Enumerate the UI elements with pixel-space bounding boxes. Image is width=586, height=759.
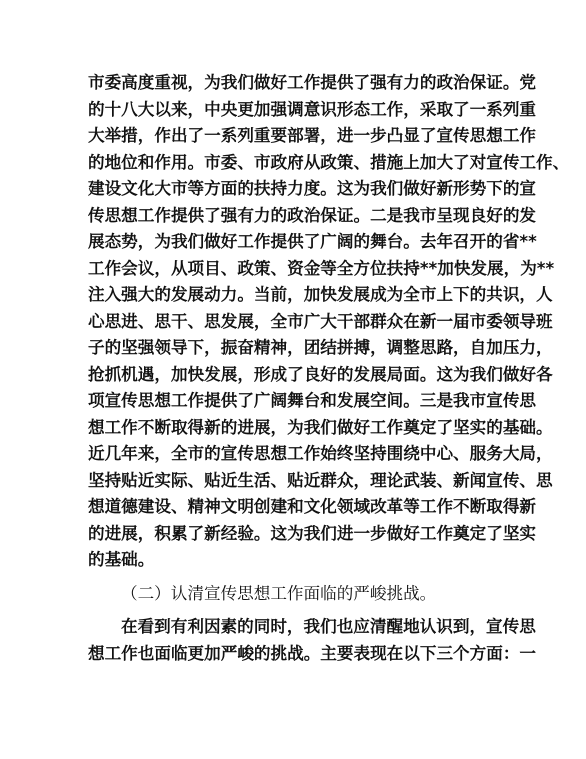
text-line: 大举措，作出了一系列重要部署，进一步凸显了宣传思想工作 [88,126,537,145]
text-line: 近几年来，全市的宣传思想工作始终坚持围绕中心、服务大局， [88,444,553,463]
text-line: 展态势，为我们做好工作提供了广阔的舞台。去年召开的省** [88,232,537,251]
text-line: 抢抓机遇，加快发展，形成了良好的发展局面。这为我们做好各 [88,364,553,384]
paragraph-gap [88,607,508,614]
text-line: 在看到有利因素的同时，我们也应清醒地认识到，宣传思 [121,617,536,636]
text-line: 项宣传思想工作提供了广阔舞台和发展空间。三是我市宣传思 [88,391,537,410]
text-line: 的地位和作用。市委、市政府从政策、措施上加大了对宣传工作、 [88,152,570,172]
text-line: 市委高度重视，为我们做好工作提供了强有力的政治保证。党 [88,73,537,92]
text-line: 传思想工作提供了强有力的政治保证。二是我市呈现良好的发 [88,205,537,225]
section-heading: （二）认清宣传思想工作面临的严峻挑战。 [121,583,437,603]
text-line: 心思进、思干、思发展，全市广大干部群众在新一届市委领导班 [88,311,553,331]
text-line: 的基础。 [88,550,155,569]
paragraph-gap [88,574,508,581]
body-text [88,70,570,667]
text-line: 想工作也面临更加严峻的挑战。主要表现在以下三个方面：一 [88,643,537,663]
text-line: 注入强大的发展动力。当前，加快发展成为全市上下的共识，人 [88,285,553,304]
text-line: 想工作不断取得新的进展，为我们做好工作奠定了坚实的基础。 [88,417,553,437]
text-line: 坚持贴近实际、贴近生活、贴近群众，理论武装、新闻宣传、思 [88,470,553,490]
text-line: 想道德建设、精神文明创建和文化领域改革等工作不断取得新 [88,497,537,516]
text-line: 的进展，积累了新经验。这为我们进一步做好工作奠定了坚实 [88,523,537,543]
text-line: 子的坚强领导下，振奋精神，团结拼搏，调整思路，自加压力， [88,338,553,357]
text-line: 工作会议，从项目、政策、资金等全方位扶持**加快发展，为** [88,258,555,278]
text-line: 建设文化大市等方面的扶持力度。这为我们做好新形势下的宣 [88,179,537,198]
text-line: 的十八大以来，中央更加强调意识形态工作，采取了一系列重 [88,99,537,119]
